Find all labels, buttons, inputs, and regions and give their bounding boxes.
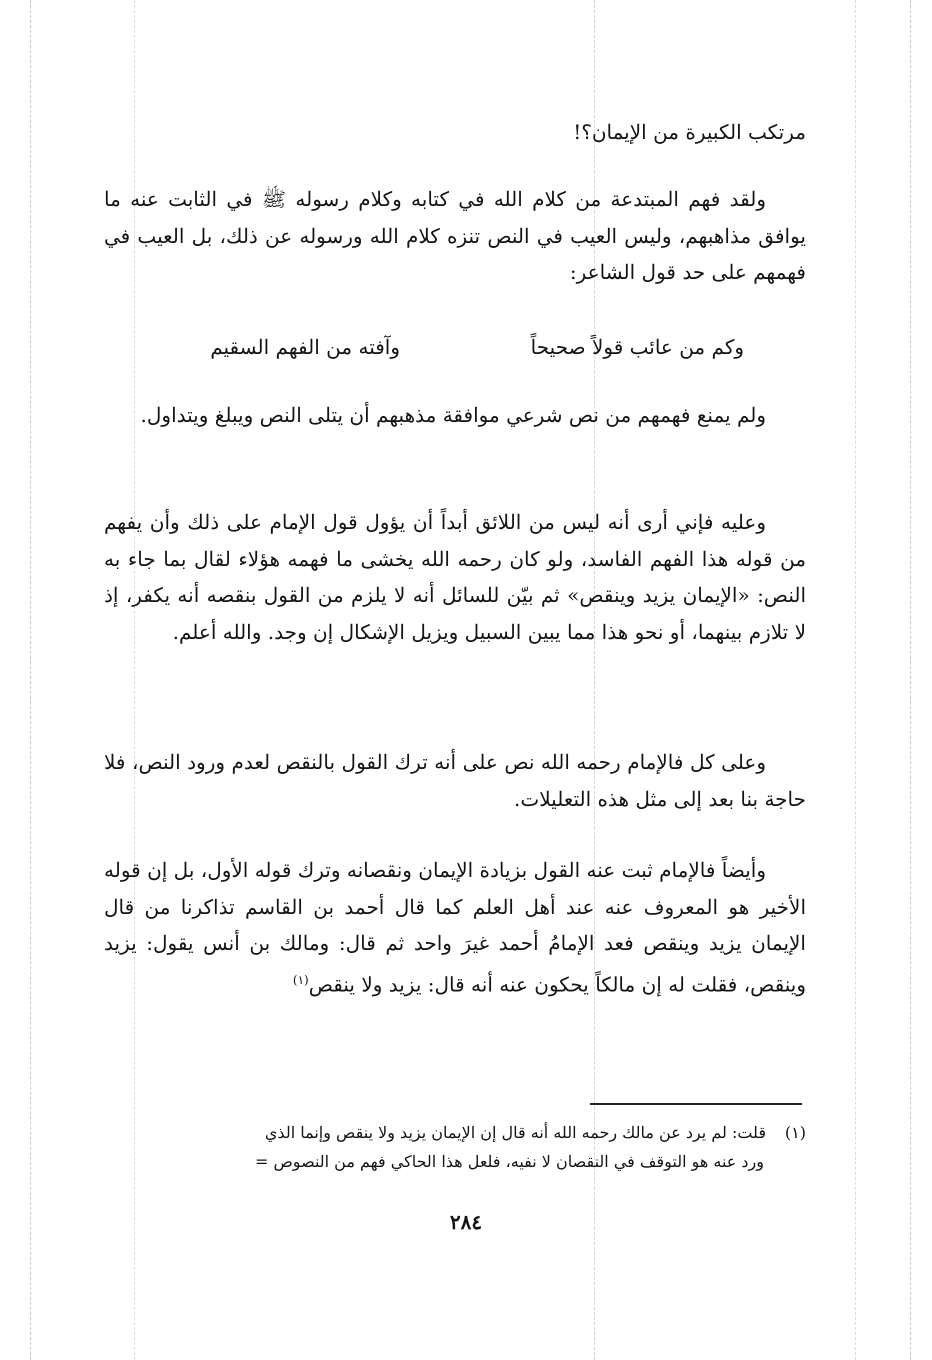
verse-hemistich-second: وآفته من الفهم السقيم xyxy=(210,335,400,359)
paragraph-imam-statement: وعليه فإني أرى أنه ليس من اللائق أبداً أن يؤول قول الإمام على ذلك وأن يفهم من قوله هذا الفهم الفاسد، ولو كان رحمه الله يخشى ما فهمه هؤلاء لقال بما جاء به النص: «الإيمان يزيد وينقص» ثم بيّن للسائل أنه لا يلزم من القول بنقصه أنه يكفر، إذ لا تلازم بينهما، أو نحو هذا مما يبين السبيل ويزيل الإشكال إن وجد. والله أعلم. xyxy=(104,510,806,644)
paragraph-continuation: مرتكب الكبيرة من الإيمان؟! xyxy=(573,120,806,144)
footnote xyxy=(104,1118,806,1176)
poetry-verse xyxy=(104,327,806,367)
scan-guide-line xyxy=(855,0,856,1360)
paragraph-text-recited: ولم يمنع فهمهم من نص شرعي موافقة مذهبهم أن يتلى النص ويبلغ ويتداول. xyxy=(140,403,766,427)
scan-guide-line xyxy=(30,0,31,1360)
footnote-reference: (١) xyxy=(292,972,309,987)
paragraph-increase-decrease xyxy=(104,852,806,1003)
footnote-separator xyxy=(590,1103,802,1105)
footnote-text: قلت: لم يرد عن مالك رحمه الله أنه قال إن الإيمان يزيد ولا ينقص وإنما الذي xyxy=(264,1123,766,1142)
footnote-number: (١) xyxy=(784,1123,806,1142)
paragraph-no-text-reason: وعلى كل فالإمام رحمه الله نص على أنه ترك القول بالنقص لعدم ورود النص، فلا حاجة بنا بعد إلى مثل هذه التعليلات. xyxy=(104,750,806,811)
paragraph-text: وأيضاً فالإمام ثبت عنه القول بزيادة الإيمان ونقصانه وترك قوله الأول، بل إن قوله الأخير هو المعروف عنه عند أهل العلم كما قال أحمد بن القاسم تذاكرنا من قال الإيمان يزيد وينقص فعد الإمامُ أحمد غيرَ واحد ثم قال: ومالك بن أنس يقول: يزيد وينقص، فقلت له إن مالكاً يحكون عنه أنه قال: يزيد ولا ينقص xyxy=(104,858,806,997)
paragraph-innovators-understanding: ولقد فهم المبتدعة من كلام الله في كتابه وكلام رسوله ﷺ في الثابت عنه ما يوافق مذاهبهم، وليس العيب في النص تنزه كلام الله ورسوله عن ذلك، بل العيب في فهمهم على حد قول الشاعر: xyxy=(104,187,806,284)
scan-guide-line xyxy=(910,0,911,1360)
page-number: ٢٨٤ xyxy=(449,1210,483,1234)
footnote-continuation: ورد عنه هو التوقف في النقصان لا نفيه، فلعل هذا الحاكي فهم من النصوص = xyxy=(254,1152,764,1171)
verse-hemistich-first: وكم من عائب قولاً صحيحاً xyxy=(530,335,744,359)
